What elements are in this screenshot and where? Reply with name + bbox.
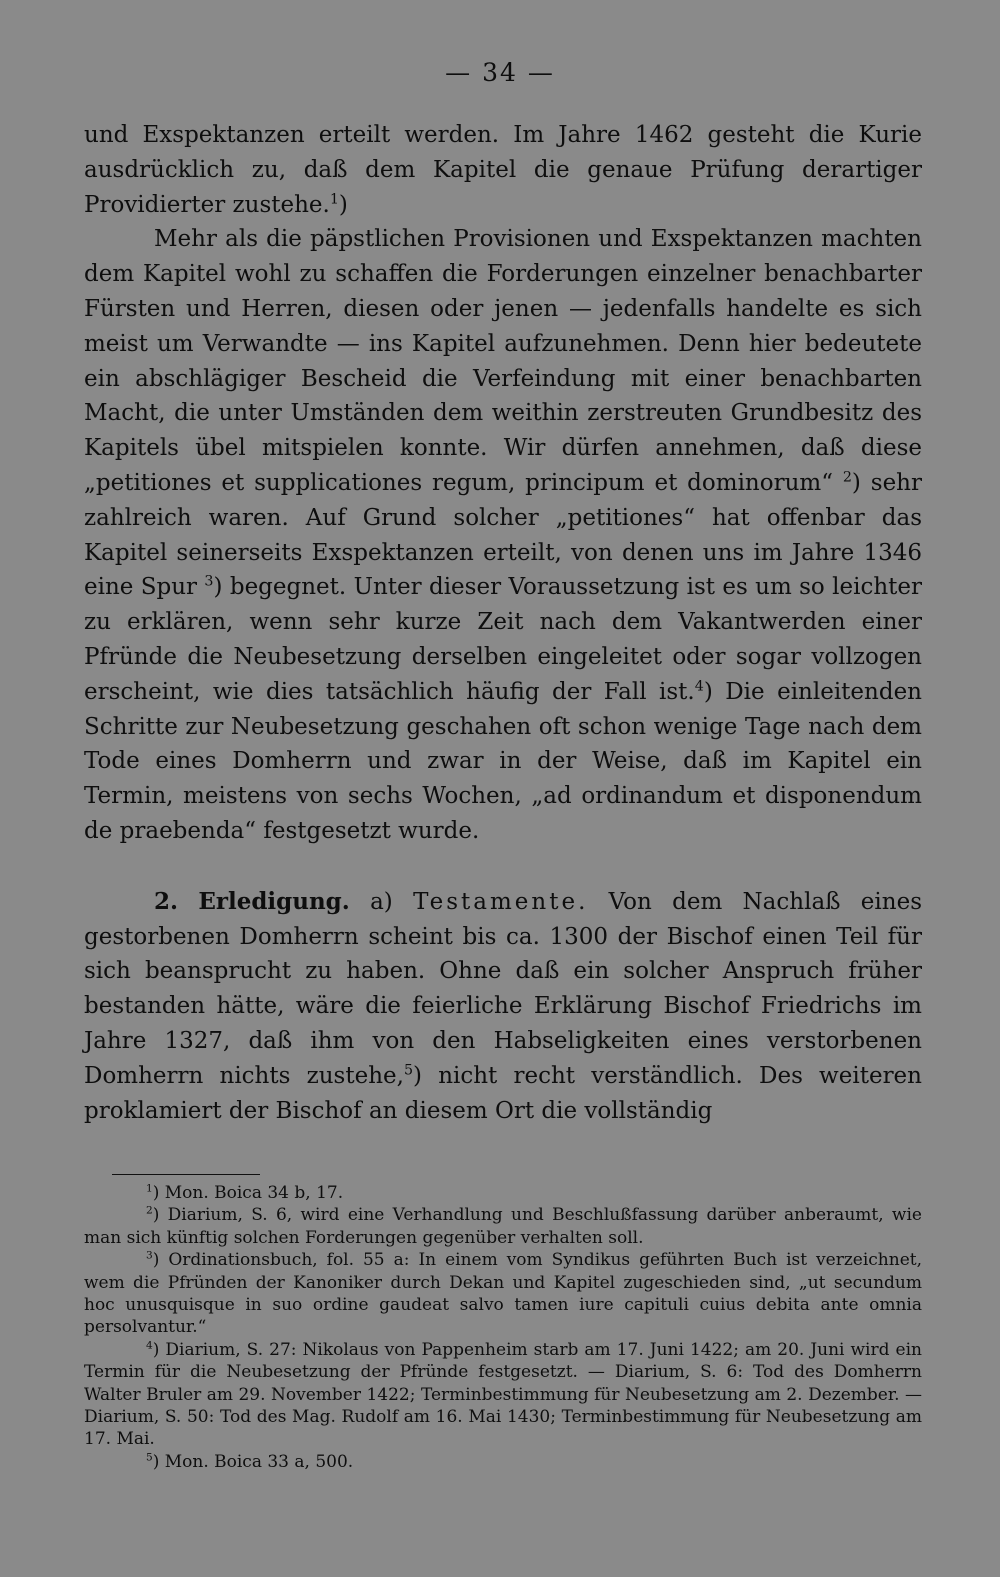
footnote-separator [112,1174,260,1175]
footnote-ref: 1 [329,190,339,207]
subsection-title: Testamente. [413,888,589,915]
footnote-ref: 4 [694,678,704,695]
paragraph-text: nicht recht verständlich. Des weiteren proklamiert der Bischof an diesem Ort die vollständig [84,1062,922,1124]
paragraph-2: Mehr als die päpstlichen Provisionen und Exspektanzen machten dem Kapitel wohl zu schaffen die Forderungen einzelner benachbarter Fürsten und Herren, diesen oder jenen — jedenfalls handelte es sich meist um Verwandte — ins Kapitel aufzunehmen. Denn hier bedeutete ein abschlägiger Bescheid die Verfeindung mit einer benachbarten Macht, die unter Umständen dem weithin zerstreuten Grundbesitz des Kapitels übel mitspielen konnte. Wir dürfen annehmen, daß diese „petitiones et supplicationes regum, principum et dominorum“ $^2$) sehr zahlreich waren. Auf Grund solcher „petitiones“ hat offenbar das Kapitel seinerseits Exspektanzen erteilt, von denen uns im Jahre 1346 eine Spur $^3$) begegnet. Unter dieser Voraussetzung ist es um so leichter zu erklären, wenn sehr kurze Zeit nach dem Vakantwerden einer Pfründe die Neubesetzung derselben eingeleitet oder sogar vollzogen erscheint, wie dies tatsächlich häufig der Fall ist.$^4$) Die einleitenden Schritte zur Neubesetzung geschahen oft schon wenige Tage nach dem Tode eines Domherrn und zwar in der Weise, daß im Kapitel ein Termin, meistens von sechs Wochen, „ad ordinandum et disponendum de praebenda“ festgesetzt wurde. [84,226,922,844]
footnote-text: Diarium, S. 6, wird eine Verhandlung und Beschlußfassung darüber anberaumt, wie man sich künftig solchen Forderungen gegenüber verhalten soll. [84,1205,922,1248]
footnote-number: 4 [146,1339,153,1352]
footnote-number: 5 [146,1451,153,1464]
footnote-text: Ordinationsbuch, fol. 55 a: In einem vom Syndikus geführten Buch ist verzeichnet, wem die Pfründen der Kanoniker durch Dekan und Kapitel zugeschieden sind, „ut secundum hoc unusquisque in suo ordine gaudeat salvo tamen iure capituli cuius debita ante omnia persolvantur.“ [84,1250,922,1338]
footnote-ref: 2 [842,469,852,486]
section-erledigung: 2. Erledigung. a) Testamente. Von dem Nachlaß eines gestorbenen Domherrn scheint bis ca. 1300 der Bischof einen Teil für sich beansprucht zu haben. Ohne daß ein solcher Anspruch früher bestanden hätte, wäre die feierliche Erklärung Bischof Friedrichs im Jahre 1327, daß ihm von den Habseligkeiten eines verstorbenen Domherrn nichts zustehe,$^5$) nicht recht verständlich. Des weiteren proklamiert der Bischof an diesem Ort die vollständig [84,887,923,1124]
footnote-number: 2 [146,1204,153,1217]
footnote-text: Mon. Boica 33 a, 500. [159,1451,354,1472]
footnote-text: Mon. Boica 34 b, 17. [159,1183,344,1203]
footnote-number: 1 [146,1182,153,1195]
paragraph-text: sehr zahlreich waren. Auf Grund solcher „petitiones“ hat offenbar das Kapitel seinerseits Exspektanzen erteilt, von denen uns im Jahre 1346 eine Spur [84,469,922,601]
section-number: 2. [154,887,179,915]
footnote-text: Diarium, S. 27: Nikolaus von Pappenheim starb am 17. Juni 1422; am 20. Juni wird ein Termin für die Neubesetzung der Pfründe festgesetzt. — Diarium, S. 6: Tod des Domherrn Walter Bruler am 29. November 1422; Terminbestimmung für Neubesetzung am 2. Dezember. — Diarium, S. 50: Tod des Mag. Rudolf am 16. Mai 1430; Terminbestimmung für Neubesetzung am 17. Mai. [84,1339,922,1450]
page-number: — 34 — [445,58,555,87]
footnote-ref: 3 [204,573,214,590]
paragraph-text: begegnet. Unter dieser Voraussetzung ist es um so leichter zu erklären, wenn sehr kurze Zeit nach dem Vakantwerden einer Pfründe die Neubesetzung derselben eingeleitet oder sogar vollzogen erscheint, wie dies tatsächlich häufig der Fall ist. [84,574,922,705]
footnote-4: $^4$) Diarium, S. 27: Nikolaus von Pappenheim starb am 17. Juni 1422; am 20. Juni wird ein Termin für die Neubesetzung der Pfründe festgesetzt. — Diarium, S. 6: Tod des Domherrn Walter Bruler am 29. November 1422; Terminbestimmung für Neubesetzung am 2. Dezember. — Diarium, S. 50: Tod des Mag. Rudolf am 16. Mai 1430; Terminbestimmung für Neubesetzung am 17. Mai. [84,1339,922,1450]
paragraph-text: Die einleitenden Schritte zur Neubesetzung geschahen oft schon wenige Tage nach dem Tode eines Domherrn und zwar in der Weise, daß im Kapitel ein Termin, meistens von sechs Wochen, „ad ordinandum et disponendum de praebenda“ festgesetzt wurde. [84,678,922,844]
paragraph-text: und Exspektanzen erteilt werden. Im Jahre 1462 gesteht die Kurie ausdrücklich zu, daß dem Kapitel die genaue Prüfung derartiger Providierter zustehe. [84,122,922,218]
footnote-ref: 5 [403,1062,414,1079]
footnotes [84,1182,922,1473]
footnote-1: $^1$) Mon. Boica 34 b, 17. [146,1182,344,1203]
footnote-2: $^2$) Diarium, S. 6, wird eine Verhandlung und Beschlußfassung darüber anberaumt, wie man sich künftig solchen Forderungen gegenüber verhalten soll. [84,1204,922,1248]
paragraph-text: Mehr als die päpstlichen Provisionen und Exspektanzen machten dem Kapitel wohl zu schaffen die Forderungen einzelner benachbarter Fürsten und Herren, diesen oder jenen — jedenfalls handelte es sich meist um Verwandte — ins Kapitel aufzunehmen. Denn hier bedeutete ein abschlägiger Bescheid die Verfeindung mit einer benachbarten Macht, die unter Umständen dem weithin zerstreuten Grundbesitz des Kapitels übel mitspielen konnte. Wir dürfen annehmen, daß diese „petitiones et supplicationes regum, principum et dominorum“ [84,226,922,496]
footnote-number: 3 [146,1249,153,1262]
section-title: Erledigung. [198,887,350,915]
paragraph-1: und Exspektanzen erteilt werden. Im Jahre 1462 gesteht die Kurie ausdrücklich zu, daß dem Kapitel die genaue Prüfung derartiger Providierter zustehe.$^1$) [84,122,922,218]
main-text [84,118,922,1128]
paragraph-text: Von dem Nachlaß eines gestorbenen Domherrn scheint bis ca. 1300 der Bischof einen Teil für sich beansprucht zu haben. Ohne daß ein solcher Anspruch früher bestanden hätte, wäre die feierliche Erklärung Bischof Friedrichs im Jahre 1327, daß ihm von den Habseligkeiten eines verstorbenen Domherrn nichts zustehe, [84,888,923,1089]
footnote-5: $^5$) Mon. Boica 33 a, 500. [146,1451,354,1472]
footnote-3: $^3$) Ordinationsbuch, fol. 55 a: In einem vom Syndikus geführten Buch ist verzeichnet, wem die Pfründen der Kanoniker durch Dekan und Kapitel zugeschieden sind, „ut secundum hoc unusquisque in suo ordine gaudeat salvo tamen iure capituli cuius debita ante omnia persolvantur.“ [84,1249,922,1338]
subsection-label: a) [370,888,393,915]
